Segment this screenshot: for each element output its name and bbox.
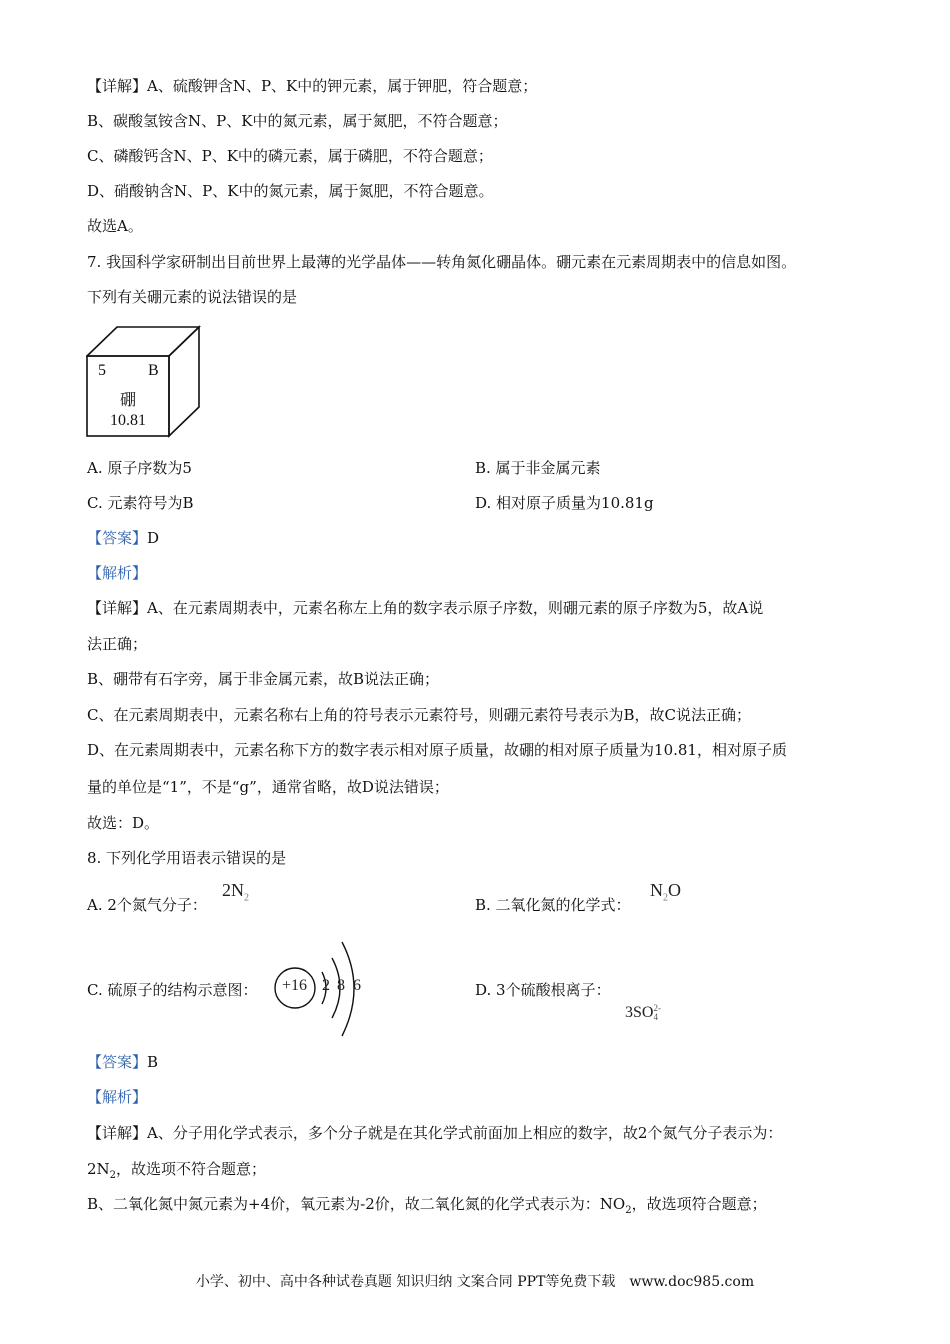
explain-tail: ，故选项不符合题意；: [116, 1160, 267, 1178]
shell-3-electrons: 6: [353, 977, 361, 994]
nucleus-charge: +16: [282, 977, 308, 994]
q6-explain-b: B、碳酸氢铵含N、P、K中的氮元素，属于氮肥，不符合题意；: [87, 112, 508, 130]
answer-value: D: [147, 529, 160, 547]
q7-stem-line1: 7. 我国科学家研制出目前世界上最薄的光学晶体——转角氮化硼晶体。硼元素在元素周期表中的信息如图。: [87, 253, 797, 271]
q7-answer: [87, 528, 159, 548]
formula-subscript: 2: [109, 1170, 117, 1181]
q7-explain-2: 法正确；: [87, 635, 148, 653]
answer-label: 【答案】: [87, 1053, 148, 1071]
q8-option-b: B. 二氧化氮的化学式：: [475, 896, 631, 914]
formula-subscript: 4: [653, 1012, 658, 1023]
q7-option-b: B. 属于非金属元素: [475, 459, 601, 477]
atomic-number: 5: [98, 362, 106, 379]
q8-explain-3: [87, 1194, 767, 1221]
formula-main: 2N: [87, 1160, 110, 1178]
q6-explain-a: 【详解】A、硫酸钾含N、P、K中的钾元素，属于钾肥，符合题意；: [87, 77, 538, 95]
formula-o: O: [668, 880, 681, 900]
formula-subscript: 2: [244, 892, 249, 904]
q7-explain-1: 【详解】A、在元素周期表中，元素名称左上角的数字表示原子序数，则硼元素的原子序数为5，故A说: [87, 599, 764, 617]
q7-explain-5: D、在元素周期表中，元素名称下方的数字表示相对原子质量，故硼的相对原子质量为10.81，相对原子质: [87, 741, 787, 759]
answer-label: 【答案】: [87, 529, 148, 547]
q6-explain-d: D、硝酸钠含N、P、K中的氮元素，属于氮肥，不符合题意。: [87, 182, 494, 200]
page-footer: 小学、初中、高中各种试卷真题 知识归纳 文案合同 PPT等免费下载 www.doc985.com: [195, 1274, 755, 1290]
q8-option-d-formula: [625, 1004, 661, 1022]
formula-superscript: 2-: [653, 1003, 661, 1014]
q8-stem: 8. 下列化学用语表示错误的是: [87, 849, 287, 867]
q8-explain-2: [87, 1159, 266, 1186]
explain-head: B、二氧化氮中氮元素为+4价，氧元素为-2价，故二氧化氮的化学式表示为：NO: [87, 1195, 626, 1213]
q8-answer: [87, 1052, 158, 1072]
element-symbol: B: [148, 362, 159, 379]
q7-option-d: D. 相对原子质量为10.81g: [475, 494, 654, 512]
q6-explain-c: C、磷酸钙含N、P、K中的磷元素，属于磷肥，不符合题意；: [87, 147, 493, 165]
formula-subscript: 2: [663, 892, 668, 904]
formula-main: 2N: [222, 880, 244, 900]
q8-option-c: C. 硫原子的结构示意图：: [87, 981, 258, 999]
q7-analysis-label: 【解析】: [87, 564, 148, 582]
q8-option-b-formula: [650, 880, 681, 904]
formula-main: 3SO: [625, 1004, 654, 1021]
q7-explain-6: 量的单位是“1”，不是“g”，通常省略，故D说法错误；: [87, 778, 449, 796]
q7-explain-3: B、硼带有石字旁，属于非金属元素，故B说法正确；: [87, 670, 440, 688]
shell-2-electrons: 8: [337, 977, 345, 994]
q8-option-d: D. 3个硫酸根离子：: [475, 981, 611, 999]
explain-tail: ，故选项符合题意；: [631, 1195, 767, 1213]
shell-1-electrons: 2: [322, 977, 330, 994]
q7-option-c: C. 元素符号为B: [87, 494, 194, 512]
element-name: 硼: [120, 390, 137, 409]
answer-value: B: [147, 1053, 159, 1071]
q7-explain-4: C、在元素周期表中，元素名称右上角的符号表示元素符号，则硼元素符号表示为B，故C说法正确；: [87, 706, 751, 724]
q7-option-a: A. 原子序数为5: [87, 459, 192, 477]
formula-subscript: 2: [625, 1205, 632, 1216]
q8-explain-1: 【详解】A、分子用化学式表示，多个分子就是在其化学式前面加上相应的数字，故2个氮气分子表示为：: [87, 1124, 783, 1142]
q8-option-a: A. 2个氮气分子：: [87, 896, 207, 914]
q7-stem-line2: 下列有关硼元素的说法错误的是: [87, 288, 298, 306]
q6-conclusion: 故选A。: [87, 217, 143, 235]
q8-analysis-label: 【解析】: [87, 1088, 148, 1106]
q7-explain-7: 故选：D。: [87, 814, 160, 832]
q8-option-a-formula: [222, 880, 249, 904]
atomic-mass: 10.81: [110, 412, 146, 429]
formula-n: N: [650, 880, 663, 900]
